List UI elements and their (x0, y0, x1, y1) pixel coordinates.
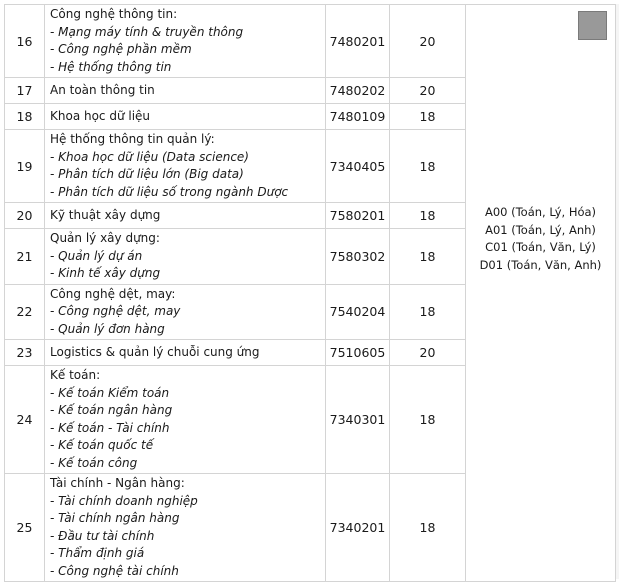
quota-value: 18 (390, 366, 466, 474)
specialization-item: - Kế toán - Tài chính (50, 420, 170, 435)
specialization-item: - Công nghệ dệt, may (50, 304, 181, 318)
row-number: 18 (5, 104, 45, 130)
row-number: 21 (5, 229, 45, 285)
row-number: 19 (5, 130, 45, 203)
major-cell (45, 229, 326, 285)
major-name: Kế toán: (50, 368, 101, 382)
specialization-item: - Quản lý đơn hàng (50, 321, 165, 336)
major-name: Công nghệ thông tin: (50, 7, 178, 21)
row-number: 20 (5, 203, 45, 229)
specialization-item: - Kế toán công (50, 455, 138, 470)
major-cell (45, 104, 326, 130)
row-number: 23 (5, 340, 45, 366)
row-number: 16 (5, 5, 45, 78)
major-code: 7480201 (326, 5, 390, 78)
major-name: Tài chính - Ngân hàng: (50, 476, 185, 490)
major-cell (45, 474, 326, 582)
quota-value: 20 (390, 78, 466, 104)
subject-combination-cell (466, 5, 616, 582)
specialization-item: - Kinh tế xây dựng (50, 266, 161, 280)
major-code: 7340405 (326, 130, 390, 203)
specialization-item: - Công nghệ tài chính (50, 563, 179, 578)
quota-value: 20 (390, 340, 466, 366)
major-name: Quản lý xây dựng: (50, 231, 160, 245)
major-name: Hệ thống thông tin quản lý: (50, 132, 215, 146)
major-cell (45, 340, 326, 366)
major-code: 7340201 (326, 474, 390, 582)
specialization-item: - Thẩm định giá (50, 546, 145, 560)
major-cell (45, 203, 326, 229)
subject-combination: C01 (Toán, Văn, Lý) (485, 240, 596, 254)
major-code: 7340301 (326, 366, 390, 474)
specialization-item: - Phân tích dữ liệu số trong ngành Dược (50, 184, 289, 199)
specialization-item: - Khoa học dữ liệu (Data science) (50, 149, 249, 164)
specialization-item: - Quản lý dự án (50, 248, 143, 263)
row-number: 24 (5, 366, 45, 474)
quota-value: 18 (390, 229, 466, 285)
major-cell (45, 130, 326, 203)
specialization-item: - Kế toán ngân hàng (50, 403, 173, 417)
major-cell (45, 366, 326, 474)
major-name: An toàn thông tin (50, 82, 155, 97)
specialization-item: - Kế toán quốc tế (50, 438, 154, 452)
major-cell (45, 78, 326, 104)
specialization-item: - Mạng máy tính & truyền thông (50, 24, 244, 39)
major-name: Kỹ thuật xây dựng (50, 207, 161, 222)
specialization-item: - Phân tích dữ liệu lớn (Big data) (50, 167, 244, 181)
quota-value: 18 (390, 130, 466, 203)
major-code: 7510605 (326, 340, 390, 366)
major-code: 7480202 (326, 78, 390, 104)
major-name: Khoa học dữ liệu (50, 108, 151, 123)
row-number: 22 (5, 284, 45, 340)
major-code: 7480109 (326, 104, 390, 130)
specialization-item: - Kế toán Kiểm toán (50, 385, 170, 400)
subject-combination: A00 (Toán, Lý, Hóa) (484, 205, 597, 219)
row-number: 17 (5, 78, 45, 104)
specialization-item: - Đầu tư tài chính (50, 528, 155, 543)
specialization-item: - Hệ thống thông tin (50, 59, 172, 74)
quota-value: 18 (390, 474, 466, 582)
quota-value: 20 (390, 5, 466, 78)
specialization-item: - Công nghệ phần mềm (50, 42, 192, 56)
subject-combination: D01 (Toán, Văn, Anh) (479, 257, 602, 272)
quota-value: 18 (390, 284, 466, 340)
major-cell (45, 5, 326, 78)
specialization-item: - Tài chính ngân hàng (50, 511, 180, 525)
gray-placeholder-icon (578, 11, 607, 40)
major-cell (45, 284, 326, 340)
major-name: Logistics & quản lý chuỗi cung ứng (50, 344, 260, 359)
major-code: 7540204 (326, 284, 390, 340)
quota-value: 18 (390, 203, 466, 229)
admission-table (4, 4, 616, 582)
major-code: 7580302 (326, 229, 390, 285)
table-row (5, 5, 616, 78)
quota-value: 18 (390, 104, 466, 130)
subject-combination: A01 (Toán, Lý, Anh) (485, 222, 596, 237)
major-code: 7580201 (326, 203, 390, 229)
major-name: Công nghệ dệt, may: (50, 286, 176, 301)
row-number: 25 (5, 474, 45, 582)
specialization-item: - Tài chính doanh nghiệp (50, 493, 198, 508)
